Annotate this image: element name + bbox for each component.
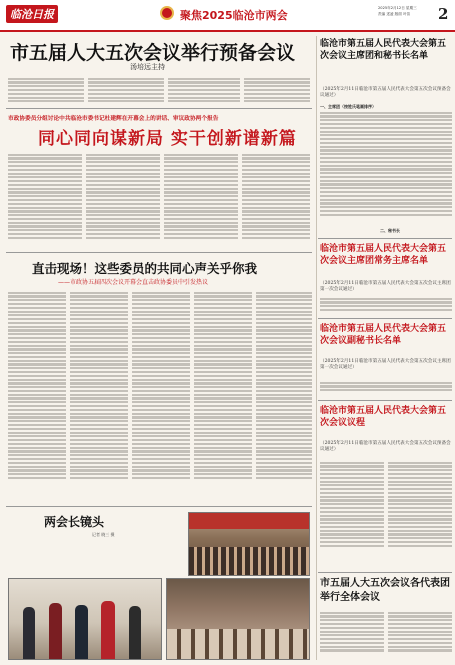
right-story-body-col2 (388, 610, 452, 660)
notice1-secretary-heading: 二、秘书长 (380, 228, 400, 233)
right-story-body-col1 (320, 610, 384, 660)
page-number: 2 (438, 5, 449, 23)
notice4-top-rule (318, 400, 452, 401)
notice4-agenda-col1 (320, 460, 384, 560)
story2-body-col3 (164, 152, 238, 248)
masthead-emblem (160, 6, 174, 20)
story3-subhead: ——市政协五届四次会议开幕会直击政协委员中引发热议 (58, 279, 209, 286)
lead-body-col1 (8, 76, 84, 104)
photo-figure-1 (23, 607, 35, 659)
notice3-title: 临沧市第五届人民代表大会第五次会议副秘书长名单 (320, 324, 447, 346)
masthead (0, 0, 455, 30)
lead-body-col4 (244, 76, 310, 104)
photo-section-top-rule (6, 506, 312, 507)
story3-body-col3 (132, 290, 190, 500)
photo-stage-banner (189, 513, 309, 529)
notice1-subtitle: （2025年2月11日临沧市第五届人民代表大会第五次会议预备会议通过） (320, 87, 451, 98)
photo-figure-3 (75, 605, 88, 659)
notice2-title: 临沧市第五届人民代表大会第五次会议主席团常务主席名单 (320, 244, 447, 266)
masthead-logo: 临沧日报 (10, 8, 54, 21)
notice1-name-list (320, 110, 452, 228)
lead-headline: 市五届人大五次会议举行预备会议 (10, 42, 296, 64)
notice3-subtitle: （2025年2月11日临沧市第五届人民代表大会第五次会议主席团第一次会议通过） (320, 359, 451, 370)
photo-figure-2 (49, 603, 62, 659)
masthead-date: 2025年2月12日 星期三 (378, 6, 417, 10)
column-divider (316, 36, 317, 660)
notice3-name-list (320, 380, 452, 394)
lead-body-col3 (168, 76, 240, 104)
masthead-section-title: 聚焦2025临沧市两会 (180, 9, 288, 22)
photo-credit: 记者 晓三 摄 (92, 532, 115, 537)
story2-body-col4 (242, 152, 310, 248)
story3-body-col4 (194, 290, 252, 500)
masthead-divider (0, 30, 455, 32)
masthead-editor: 责编 述凌 版面 叶苗 (378, 12, 411, 16)
story2-body-col2 (86, 152, 160, 248)
photo-meeting-room (166, 578, 310, 660)
story3-body-col1 (8, 290, 66, 500)
photo-section-title: 两会长镜头 (44, 515, 105, 529)
notice4-subtitle: （2025年2月11日临沧市第五届人民代表大会第五次会议预备会议通过） (320, 441, 451, 452)
photo-figure-4 (101, 601, 115, 659)
lead-subhead: 汤培远主持 (130, 63, 165, 71)
photo-figure-5 (129, 606, 141, 659)
right-story-headline: 市五届人大五次会议各代表团举行全体会议 (320, 578, 450, 603)
story2-body-col1 (8, 152, 82, 248)
photo-delegates-walking (8, 578, 162, 660)
photo-table (167, 629, 309, 659)
photo-council-hall (188, 512, 310, 576)
story2-headline: 同心同向谋新局 实干创新谱新篇 (38, 129, 297, 149)
story2-top-rule (6, 108, 312, 109)
notice3-top-rule (318, 318, 452, 319)
notice4-title: 临沧市第五届人民代表大会第五次会议议程 (320, 406, 447, 428)
right-story-top-rule (318, 572, 452, 573)
story3-body-col2 (70, 290, 128, 500)
notice1-title: 临沧市第五届人民代表大会第五次会议主席团和秘书长名单 (320, 39, 447, 61)
story3-headline: 直击现场！这些委员的共同心声关乎你我 (32, 261, 258, 276)
lead-body-col2 (88, 76, 164, 104)
notice4-agenda-col2 (388, 460, 452, 560)
story3-body-col5 (256, 290, 312, 500)
notice1-heading: 一、主席团（按姓氏笔画排序） (320, 104, 376, 109)
story3-top-rule (6, 252, 312, 253)
notice2-top-rule (318, 238, 452, 239)
notice2-subtitle: （2025年2月11日临沧市第五届人民代表大会第五次会议主席团第一次会议通过） (320, 281, 451, 292)
photo-seat-rows (189, 547, 309, 575)
story2-kicker: 市政协委员分组讨论中共临沧市委书记杜建辉在开幕会上的讲话、审议政协两个报告 (8, 116, 219, 122)
notice2-name-list (320, 296, 452, 316)
